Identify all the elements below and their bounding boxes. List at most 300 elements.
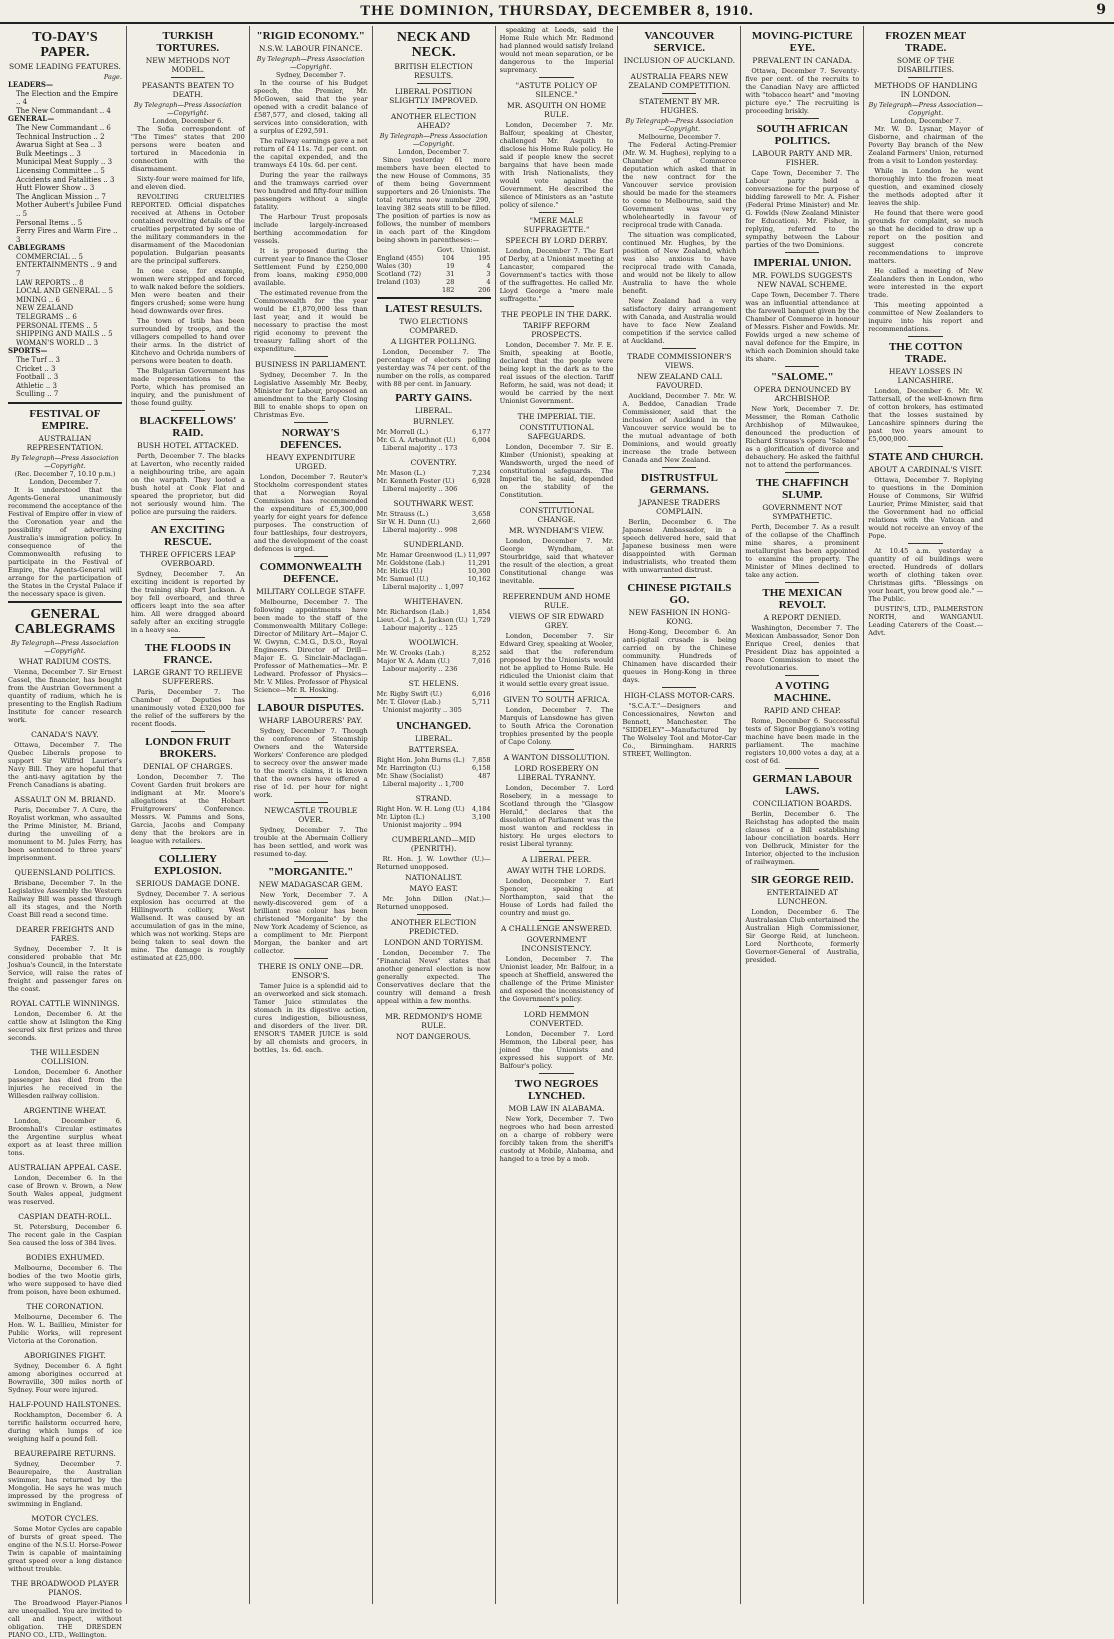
subhead: ANOTHER ELECTION PREDICTED. (390, 918, 477, 936)
lynching-headline: TWO NEGROES LYNCHED. (514, 1078, 599, 1102)
subhead: THE IMPERIAL TIE. (517, 412, 596, 421)
index-item: Hutt Flower Show .. 3 (16, 184, 95, 193)
divider (171, 519, 205, 520)
vote-list (377, 649, 491, 665)
divider (785, 252, 819, 253)
dateline: Melbourne, December 7. (638, 133, 721, 141)
subhead: A REPORT DENIED. (763, 613, 842, 622)
index-item: LAW REPORTS .. 8 (16, 278, 84, 287)
vote-list (377, 510, 491, 526)
article-text: Auckland, December 7. Mr. W. A. Beddoe, Canadian Trade Commissioner, said that the inclusion of Auckland in the Vancouver service would be to the mutual advantage of both Dominions, and would greatly increase the trade between Canada and New Zealand. (622, 392, 737, 464)
cablegram-item (8, 730, 122, 789)
column-3 (250, 26, 373, 1604)
table-cell: Scotland (72) (376, 270, 422, 278)
article-text: speaking at Leeds, said the Home Rule which Mr. Redmond had planned would satisfy Ireland would not mean separation, or be dangerous to the Imperial supremacy. (499, 26, 614, 74)
vote-row (377, 608, 491, 616)
article-text: Sydney, December 7. A serious explosion has occurred at the Hillingworth colliery, West Wallsend. It was caused by an accumulation of gas in the mine, which was not working. Steps are being taken to seal down the mine. The damage is roughly estimated at £25,000. (130, 890, 245, 962)
vote-row (377, 551, 491, 559)
vote-row (377, 657, 491, 665)
vote-count: 6,177 (471, 428, 491, 436)
table-cell: Wales (30) (376, 262, 412, 270)
vote-row (377, 559, 491, 567)
vote-row (377, 436, 491, 444)
byline: By Telegraph—Press Association—Copyright. (868, 101, 983, 117)
vote-count: 6,158 (471, 764, 491, 772)
divider (785, 366, 819, 367)
divider (785, 768, 819, 769)
article-text: Since yesterday 61 more members have been elected to the new House of Commons, 35 of them being Government supporters and 26 Unionists. The total returns now number 290, leaving 382 seats still to be filled. The position of parties is now as follows, the number of members in each part of the Kingdom being shown in parentheses:— (376, 156, 491, 244)
article-text: Perth, December 7. The blacks at Laverton, who recently raided a neighbouring tribe, are again on the warpath. They looted a bush hotel at Cook Flat and speared the proprietor, but did not seriously wound him. The police are pursuing the raiders. (130, 452, 245, 516)
vote-row (377, 477, 491, 485)
subhead: CONSTITUTIONAL CHANGE. (519, 506, 594, 524)
divider (785, 582, 819, 583)
cablegram-text: Sydney, December 7. It is considered probable that Mr. Joshua's Council, in the Interstate Service, will raise the rates of freight and passenger fares on the coast. (8, 944, 122, 993)
table-header-row (377, 246, 491, 254)
article-text: Perth, December 7. As a result of the collapse of the Chaffinch mine shares, a prominent metallurgist has been appointed to examine the property. The Minister of Mines declined to take any action. (745, 523, 860, 579)
seat-name: BURNLEY. (413, 417, 455, 426)
dateline: London, December 7. (890, 117, 962, 125)
candidate-name: Mr. Mason (L.) (376, 469, 426, 477)
cablegram-text: London, December 6. At the cattle show at Islington the King secured six first prizes and three seconds. (8, 1009, 122, 1042)
divider (377, 297, 491, 299)
subhead: INCLUSION OF AUCKLAND. (623, 56, 736, 65)
vote-row (377, 698, 491, 706)
subhead: PREVALENT IN CANADA. (752, 56, 853, 65)
subhead: STATEMENT BY MR. HUGHES. (639, 97, 720, 115)
article-text: Sydney, December 7. An exciting incident is reported by the training ship Port Jackson. A boy fell overboard, and three officers leapt into the sea after him. All were dragged aboard safely after an exciting struggle in a heavy sea. (130, 570, 245, 634)
article-body (254, 79, 368, 353)
cablegram-item (8, 657, 122, 724)
church-headline: STATE AND CHURCH. (868, 451, 984, 463)
brokers-headline: LONDON FRUIT BROKERS. (145, 736, 231, 760)
divider (539, 749, 573, 750)
subhead: LABOUR PARTY AND MR. FISHER. (752, 149, 853, 167)
column-5 (496, 26, 619, 1604)
vote-count: 8,252 (471, 649, 491, 657)
subhead: A CHALLENGE ANSWERED. (501, 924, 612, 933)
article-paragraph: The Bulgarian Government has made representations to the Porte, which has promised an inquiry, and the punishment of those found guilty. (130, 367, 245, 407)
vote-count: 7,858 (471, 756, 491, 764)
article-paragraph: The Sofia correspondent of "The Times" states that 200 persons were beaten and tortured in Macedonia in connection with the disarmament. (130, 125, 245, 173)
index-item: Ferry Fires and Warm Fire .. 3 (16, 227, 118, 244)
subhead: GOVERNMENT INCONSISTENCY. (521, 935, 592, 953)
reid-headline: SIR GEORGE REID. (751, 874, 854, 886)
cotton-headline: THE COTTON TRADE. (888, 341, 963, 365)
chaffinch-headline: THE CHAFFINCH SLUMP. (755, 477, 849, 501)
article-text: London, December 7. Earl Spencer, speaking at Northampton, said that the House of Lords had failed the country and must go. (499, 877, 614, 917)
divider (539, 77, 573, 78)
divider (294, 802, 328, 803)
party-position-table (377, 246, 491, 294)
divider (539, 588, 573, 589)
article-text: Ottawa, December 7. Seventy-five per cent. of the recruits to the Canadian Navy are afflicted with "tobacco heart" and "moving picture eye." The recruiting is proceeding briskly. (745, 67, 860, 115)
vote-count: 5,711 (471, 698, 491, 706)
subhead: MAYO EAST. (409, 884, 458, 893)
divider (294, 422, 328, 423)
article-text: London, December 7. Sir Edward Grey, speaking at Wooler, said that the referendum proposed by the Unionists would not be applied to Home Rule. He ridiculed the Unionist claim that it would settle every great issue. (499, 632, 614, 688)
subhead: "MERE MALE SUFFRAGETTE." (523, 216, 590, 234)
advert-text: At 10.45 a.m. yesterday a quantity of oil buildings were erected. Hundreds of dollars worth of clothing taken over. Christmas gifts. "Blessings on your heart, you brew good ale." —The Public. (868, 547, 984, 603)
seat-result (377, 745, 491, 788)
article-text: London, December 7. The percentage of electors polling yesterday was 74 per cent. of the number on the rolls, as compared with 88 per cent. in January. (376, 348, 491, 388)
article-text: Berlin, December 6. The Japanese Ambassador, in a speech delivered here, said that Japanese business men were disappointed with German industrialists, who treated them with unwarranted distrust. (622, 518, 737, 574)
germans-headline: DISTRUSTFUL GERMANS. (640, 472, 718, 496)
article-text: Cape Town, December 7. There was an influential attendance at the farewell banquet given by the Chamber of Commerce in honour of Messrs. Fisher and Fowlds. Mr. Fowlds urged a new scheme of naval defence for the Empire, in which each Dominion should take its share. (745, 291, 860, 363)
divider (539, 851, 573, 852)
subhead: N.S.W. LABOUR FINANCE. (258, 44, 363, 53)
vote-count: 10,300 (467, 567, 491, 575)
table-row (377, 278, 491, 286)
subhead: JAPANESE TRADERS COMPLAIN. (638, 498, 721, 516)
article-paragraph: The railway earnings gave a net return of £4 11s. 7d. per cent. on the capital expended, and the tramways £4 10s. 6d. per cent. (253, 137, 368, 169)
index-item: Accidents and Fatalities .. 3 (16, 175, 115, 184)
subhead: MR. REDMOND'S HOME RULE. (385, 1012, 483, 1030)
article-text: London, December 7. The Marquis of Lansdowne has given to South Africa the Coronation trophies presented by the people of Cape Colony. (499, 706, 614, 746)
cablegram-text: Melbourne, December 6. The Hon. W. L. Baillieu, Minister for Public Works, will represent Victoria at the Coronation. (8, 1312, 122, 1345)
article-text: New York, December 7. Dr. Messmer, the Roman Catholic Archbishop of Milwaukee, denounced the production of Richard Strauss's opera "Salome" as a glorification of divorce and debauchery. He asked the faithful not to attend the performances. (745, 405, 860, 469)
article-text: Ottawa, December 7. Replying to questions in the Dominion House of Commons, Sir Wilfrid Laurier, Prime Minister, said that the Government had no official relations with the Vatican and would not receive an envoy of the Pope. (868, 476, 984, 540)
divider (662, 467, 696, 468)
vote-row (377, 764, 491, 772)
advert-text: Tamer Juice is a splendid aid to an overworked and sick stomach. Tamer Juice stimulates the stomach in its digestive action, cures indigestion, biliousness, and disorders of the liver. DR. ENSOR'S TAMER JUICE is sold by all chemists and grocers, in bottles, 1s. 6d. each. (253, 982, 368, 1054)
moving-picture-headline: MOVING-PICTURE EYE. (751, 30, 853, 54)
cablegram-title: HALF-POUND HAILSTONES. (8, 1399, 122, 1409)
blackfellows-headline: BLACKFELLOWS' RAID. (139, 415, 237, 439)
column-6 (618, 26, 741, 1604)
subhead: MOB LAW IN ALABAMA. (508, 1104, 605, 1113)
vote-row (377, 772, 491, 780)
seat-name: BATTERSEA. (408, 745, 459, 754)
index-page-label: Page. (103, 73, 122, 81)
election-headline: NECK AND NECK. (396, 30, 471, 60)
divider (539, 212, 573, 213)
candidate-name: Mr. Richardson (Lab.) (376, 608, 449, 616)
cablegram-title: CASPIAN DEATH-ROLL. (18, 1211, 112, 1221)
seat-name: COVENTRY. (410, 458, 457, 467)
advert-headline: THERE IS ONLY ONE—DR. ENSOR'S. (258, 962, 364, 980)
candidate-name: Mr. Lipton (L.) (376, 813, 425, 821)
candidate-name: Lieut.-Col. J. A. Jackson (U.) (376, 616, 468, 624)
divider (539, 408, 573, 409)
advert-text: "S.C.A.T."—Designers and Concessionaires, Newton and Bennett, Manchester. The "SIDDELEY"—Manufactured by The Wolseley Tool and Motor-Car Co., Birmingham. HARRIS STREET, Wellington. (622, 702, 737, 758)
masthead (0, 0, 1114, 24)
candidate-name: Mr. Goldstone (Lab.) (376, 559, 445, 567)
candidate-name: Major W. A. Adam (U.) (376, 657, 450, 665)
vote-row (377, 428, 491, 436)
divider (662, 93, 696, 94)
subhead: NEW MADAGASCAR GEM. (258, 880, 363, 889)
salome-headline: "SALOME." (770, 371, 834, 383)
cablegram-title: THE WILLESDEN COLLISION. (30, 1047, 100, 1066)
table-cell: 182 (441, 286, 455, 294)
table-cell: England (455) (376, 254, 424, 262)
divider (785, 118, 819, 119)
subhead: NEWCASTLE TROUBLE OVER. (264, 806, 358, 824)
candidate-name: Mr. Rigby Swift (U.) (376, 690, 443, 698)
vote-count: 3,658 (471, 510, 491, 518)
majority-note: Unionist majority .. 305 (382, 706, 462, 714)
index-section: SPORTS— (8, 346, 48, 356)
article-text: London, December 7. The Covent Garden fruit brokers are indignant at Mr. Moore's allegations at the Hobart Fruitgrowers' Conference. Messrs. W. Pamms and Sons, Garcia, Jacobs and Company deny that the brokers are in league with retailers. (130, 773, 245, 845)
subhead: SPEECH BY LORD DERBY. (505, 236, 608, 245)
vote-row (377, 575, 491, 583)
cablegram-item (8, 999, 122, 1042)
subhead: GIVEN TO SOUTH AFRICA. (503, 695, 610, 704)
seat-result (377, 458, 491, 493)
majority-note: Liberal majority .. 1,700 (382, 780, 464, 788)
subhead: BUSINESS IN PARLIAMENT. (255, 360, 367, 369)
majority-note: Labour majority .. 236 (382, 665, 458, 673)
colliery-headline: COLLIERY EXPLOSION. (154, 853, 222, 877)
vote-list (377, 428, 491, 444)
cablegram-title: THE BROADWOOD PLAYER PIANOS. (11, 1578, 119, 1597)
index-item: Technical Instruction .. 2 (16, 132, 105, 141)
subhead: OPERA DENOUNCED BY ARCHBISHOP. (753, 385, 851, 403)
byline: By Telegraph—Press Association—Copyright. (625, 117, 734, 133)
index-item: Bulk Meetings .. 3 (16, 149, 81, 158)
divider (662, 577, 696, 578)
subhead: AUSTRALIA FEARS NEW ZEALAND COMPETITION. (628, 72, 731, 90)
imperial-union-headline: IMPERIAL UNION. (753, 257, 852, 269)
candidate-name: Mr. Hamar Greenwood (L.) (376, 551, 466, 559)
article-text: London, December 7. The Unionist leader, Mr. Balfour, in a speech at Sheffield, answered the challenge of the Prime Minister and exposed the inconsistency of the Government's policy. (499, 955, 614, 1003)
candidate-name: Mr. T. Glover (Lab.) (376, 698, 441, 706)
cablegram-text: London, December 6. In the case of Brown v. Brown, a New South Wales appeal, judgment was reserved. (8, 1173, 122, 1206)
cablegram-text: The Broadwood Player-Pianos are unequalled. You are invited to call and inspect, without obligation. THE DRESDEN PIANO CO., LTD., Wellington. (8, 1598, 122, 1639)
subhead: AWAY WITH THE LORDS. (507, 866, 606, 875)
article-paragraph: It is proposed during the current year to finance the Closer Settlement Fund by £250,000 from loans, making £950,000 available. (253, 247, 368, 287)
article-text: Cape Town, December 7. The Labour party held a conversazione for the purpose of bidding farewell to Mr. A. Fisher (Federal Prime Minister) and Mr. G. Fowlds (New Zealand Minister for Education). Mr. Fisher, in replying, referred to the sympathy between the Labour parties of the two Dominions. (745, 169, 860, 249)
subhead: NEW ZEALAND CALL FAVOURED. (637, 372, 722, 390)
cablegram-item (8, 1212, 122, 1247)
cablegram-item (8, 868, 122, 919)
vote-row (377, 469, 491, 477)
article-paragraph: This meeting appointed a committee of New Zealanders to inquire into his report and recommendations. (868, 301, 984, 333)
subhead: CONSTITUTIONAL SAFEGUARDS. (519, 423, 594, 441)
cablegram-item (8, 1351, 122, 1394)
cablegram-title: ASSAULT ON M. BRIAND. (14, 794, 116, 804)
divider (662, 68, 696, 69)
index-item: Mother Aubert's Jubilee Fund .. 5 (16, 201, 122, 218)
cablegram-text: Paris, December 7. A Cure, the Royalist workman, who assaulted the Prime Minister, M. Briand, during the unveiling of a monument to M. Jules Ferry, has been sentenced to three years' imprisonment. (8, 805, 122, 862)
index-list (8, 81, 122, 399)
subhead: ANOTHER ELECTION AHEAD? (390, 112, 477, 130)
index-item: Sculling .. 7 (16, 390, 59, 399)
cablegram-item (8, 925, 122, 993)
seat-result (377, 679, 491, 714)
cablegram-item (8, 1302, 122, 1345)
divider (417, 83, 451, 84)
subhead: GOVERNMENT NOT SYMPATHETIC. (762, 503, 843, 521)
dateline: Sydney, December 7. (276, 71, 346, 79)
divider (171, 848, 205, 849)
subhead: "ASTUTE POLICY OF SILENCE." (515, 81, 598, 99)
divider (417, 1008, 451, 1009)
vancouver-headline: VANCOUVER SERVICE. (644, 30, 715, 54)
article-paragraph: REVOLTING CRUELTIES REPORTED. Official dispatches received at Athens in October contained revolting details of the cruelties perpetrated by some of the military commanders in the disarmament of the Macedonian population. Bulgarian peasants are the principal sufferers. (130, 193, 245, 265)
german-labour-headline: GERMAN LABOUR LAWS. (752, 773, 853, 797)
vote-list (377, 756, 491, 780)
subhead: METHODS OF HANDLING IN LONDON. (874, 81, 978, 99)
divider (417, 108, 451, 109)
cablegram-title: BODIES EXHUMED. (25, 1252, 105, 1262)
subhead: LORD ROSEBERY ON LIBERAL TYRANNY. (514, 764, 599, 782)
index-item: The New Commandant .. 6 (16, 123, 111, 132)
seat-result (377, 638, 491, 673)
seat-name: WOOLWICH. (408, 638, 459, 647)
subhead: CONCILIATION BOARDS. (752, 799, 852, 808)
seat-results (377, 417, 491, 714)
index-item: WOMAN'S WORLD .. 3 (16, 338, 99, 347)
table-cell: 3 (486, 270, 491, 278)
vote-count: 2,660 (471, 518, 491, 526)
vote-row (377, 649, 491, 657)
cablegram-text: Rockhampton, December 6. A terrific hailstorm occurred here, during which lumps of ice weighing half a pound fell. (8, 1410, 122, 1443)
subhead: CUMBERLAND—MID (PENRITH). (391, 835, 476, 853)
byline: By Telegraph—Press Association—Copyright. (11, 453, 119, 470)
subhead: ENTERTAINED AT LUNCHEON. (766, 888, 839, 906)
column-7 (741, 26, 864, 1604)
subhead: MILITARY COLLEGE STAFF. (256, 587, 366, 596)
cablegram-title: CANADA'S NAVY. (31, 729, 99, 739)
candidate-name: Mr. Shaw (Socialist) (376, 772, 444, 780)
cablegram-text: Sydney, December 7. Beaurepaire, the Australian swimmer, has returned by the Mongolia. He says he was much impressed by the progress of swimming in England. (8, 1459, 122, 1508)
divider (171, 410, 205, 411)
subhead: A LIBERAL PEER. (521, 855, 592, 864)
dateline: London, December 7. (398, 148, 470, 156)
article-text: Rome, December 6. Successful tests of Signor Boggiano's voting machine have been made in the parliament. The machine registers 10,000 votes a day, at a cost of 6d. (745, 717, 860, 765)
turkish-headline: TURKISH TORTURES. (156, 30, 220, 54)
advert-name: DUSTIN'S, LTD., PALMERSTON NORTH, and WANGANUI. Leading Caterers of the Coast.—Advt. (868, 605, 984, 637)
south-africa-headline: SOUTH AFRICAN POLITICS. (756, 123, 848, 147)
candidate-name: Right Hon. W. H. Long (U.) (376, 805, 465, 813)
article-text: London, December 7. Sir E. Kimber (Unionist), speaking at Wandsworth, urged the need of constitutional safeguards. The Imperial tie, he said, depended on the stability of the Constitution. (499, 443, 614, 499)
article-text: Paris, December 7. The Chamber of Deputies has unanimously voted £320,000 for the relief of the sufferers by the recent floods. (130, 688, 245, 728)
divider (294, 556, 328, 557)
cablegram-title: DEARER FREIGHTS AND FARES. (15, 924, 115, 943)
masthead-title: THE DOMINION, THURSDAY, DECEMBER 8, 1910. (360, 2, 754, 19)
subhead: LIBERAL. (414, 406, 453, 415)
article-text: Rt. Hon. J. W. Lowther (U.)—Returned unopposed. (376, 855, 491, 871)
index-item: Awarua Sight at Sea .. 3 (16, 141, 102, 150)
table-header-cell: Govt. (436, 246, 455, 254)
cablegram-item (8, 795, 122, 862)
subhead: VIEWS OF SIR EDWARD GREY. (509, 612, 604, 630)
vote-count: 1,729 (471, 616, 491, 624)
article-paragraph: New Zealand had a very satisfactory dairy arrangement with Canada, and Australia would have to face New Zealand competition if the service called at Auckland. (622, 297, 737, 345)
cablegram-item (8, 1579, 122, 1639)
columns (4, 26, 1110, 1639)
candidate-name: Mr. G. A. Arbuthnot (U.) (376, 436, 456, 444)
article-text: Sydney, December 7. Though the conference of Steamship Owners and the Waterside Workers' Conference are pledged to secrecy over the answer made to the men's claims, it is known that the owners have offered a rise of 1d. per hour for night work. (253, 727, 368, 799)
table-cell: 206 (478, 286, 491, 294)
cablegram-title: AUSTRALIAN APPEAL CASE. (8, 1162, 122, 1172)
subhead: TRADE COMMISSIONER'S VIEWS. (627, 352, 732, 370)
seat-result (377, 540, 491, 591)
index-subtitle: SOME LEADING FEATURES. (8, 62, 121, 71)
column-8 (864, 26, 987, 1604)
vote-list (377, 805, 491, 821)
candidate-name: Right Hon. John Burns (L.) (376, 756, 465, 764)
index-item: COMMERCIAL .. 5 (16, 252, 83, 261)
divider (171, 637, 205, 638)
article-text: It is understood that the Agents-General unanimously recommend the acceptance of the Festival of Empire offer in view of the Coronation year and the possibility of advertising Australia's immigration policy. In consequence of the Commonwealth refusing to participate in the Festival of Empire, the Agents-General will arrange for the participation of the States in the Crystal Palace if the necessary space is given. (8, 485, 122, 598)
cablegram-item (8, 1163, 122, 1206)
vote-row (377, 567, 491, 575)
candidate-name: Mr. Morrell (L.) (376, 428, 429, 436)
subhead: WHARF LABOURERS' PAY. (258, 716, 363, 725)
cablegram-title: ABORIGINES FIGHT. (24, 1350, 106, 1360)
cablegram-title: BEAUREPAIRE RETURNS. (13, 1448, 116, 1458)
seat-name: SUNDERLAND. (403, 540, 464, 549)
vote-list (377, 608, 491, 624)
article-text: Mr. John Dillon (Nat.)—Returned unopposed. (376, 895, 491, 911)
table-row (377, 270, 491, 278)
majority-note: Liberal majority .. 173 (382, 444, 458, 452)
article-body (622, 141, 736, 345)
vote-list (377, 551, 491, 583)
subhead: THREE OFFICERS LEAP OVERBOARD. (140, 550, 236, 568)
subhead: RAPID AND CHEAP. (763, 706, 841, 715)
index-item: PERSONAL ITEMS .. 5 (16, 321, 98, 330)
vote-count: 6,004 (471, 436, 491, 444)
vote-count: 3,190 (471, 813, 491, 821)
divider (294, 697, 328, 698)
majority-note: Liberal majority .. 1,097 (382, 583, 464, 591)
index-item: Personal Items .. 5 (16, 218, 83, 227)
subhead: A WANTON DISSOLUTION. (503, 753, 610, 762)
byline: By Telegraph—Press Association—Copyright. (379, 132, 488, 148)
cablegram-item (8, 1048, 122, 1100)
subhead: NATIONALIST. (405, 873, 463, 882)
cablegram-text: Some Motor Cycles are capable of bursts of great speed. The engine of the N.S.U. Horse-Power Twin is capable of maintaining great speed over a long distance without trouble. (8, 1524, 122, 1573)
candidate-name: Mr. W. Crooks (Lab.) (376, 649, 445, 657)
index-item: Licensing Committee .. 5 (16, 166, 105, 175)
vote-row (377, 518, 491, 526)
article-text: Sydney, December 7. In the Legislative Assembly Mr. Beeby, Minister for Labour, proposed an amendment to the Early Closing Bill to enable shops to open on Christmas Eve. (253, 371, 368, 419)
majority-note: Unionist majority .. 994 (382, 821, 462, 829)
divider (171, 77, 205, 78)
subhead: HEAVY LOSSES IN LANCASHIRE. (888, 367, 963, 385)
candidate-name: Sir W. H. Dunn (U.) (376, 518, 440, 526)
morganite-headline: "MORGANITE." (268, 866, 354, 878)
article-text: London, December 7. Lord Hemmon, the Liberal peer, has joined the Unionists and expressed his support of Mr. Balfour's policy. (499, 1030, 614, 1070)
cablegram-text: St. Petersburg, December 6. The recent gale in the Caspian Sea caused the loss of 384 lives. (8, 1222, 122, 1247)
article-paragraph: The estimated revenue from the Commonwealth for the year would be £1,870,000 less than last year, and it would be necessary to practise the most rigid economy to prevent the treasury falling short of the expenditure. (253, 289, 368, 353)
vote-list (377, 469, 491, 485)
divider (662, 348, 696, 349)
dateline: London, December 6. (152, 117, 224, 125)
index-item: ENTERTAINMENTS .. 9 and 7 (16, 261, 118, 279)
article-paragraph: Sixty-four were maimed for life, and eleven died. (130, 175, 245, 191)
seat-name: WHITEHAVEN. (404, 597, 463, 606)
divider (539, 1006, 573, 1007)
cablegram-title: QUEENSLAND POLITICS. (14, 867, 116, 877)
article-text: New York, December 7. Two negroes who had been arrested on a charge of robbery were forcibly taken from the sheriff's custody at Mobile, Alabama, and hanged to a tree by a mob. (499, 1115, 614, 1163)
cablegram-title: WHAT RADIUM COSTS. (18, 656, 112, 666)
byline: By Telegraph—Press Association—Copyright. (133, 101, 242, 117)
vote-count: 7,234 (471, 469, 491, 477)
index-item: The Anglican Mission .. 7 (16, 192, 106, 201)
divider (662, 687, 696, 688)
index-section: CABLEGRAMS (8, 243, 66, 253)
divider (539, 306, 573, 307)
table-cell: 4 (486, 262, 491, 270)
vote-count: 1,854 (471, 608, 491, 616)
seat-result (377, 417, 491, 452)
index-item: The New Commandant .. 4 (16, 106, 111, 115)
page-number: 9 (1096, 2, 1106, 18)
